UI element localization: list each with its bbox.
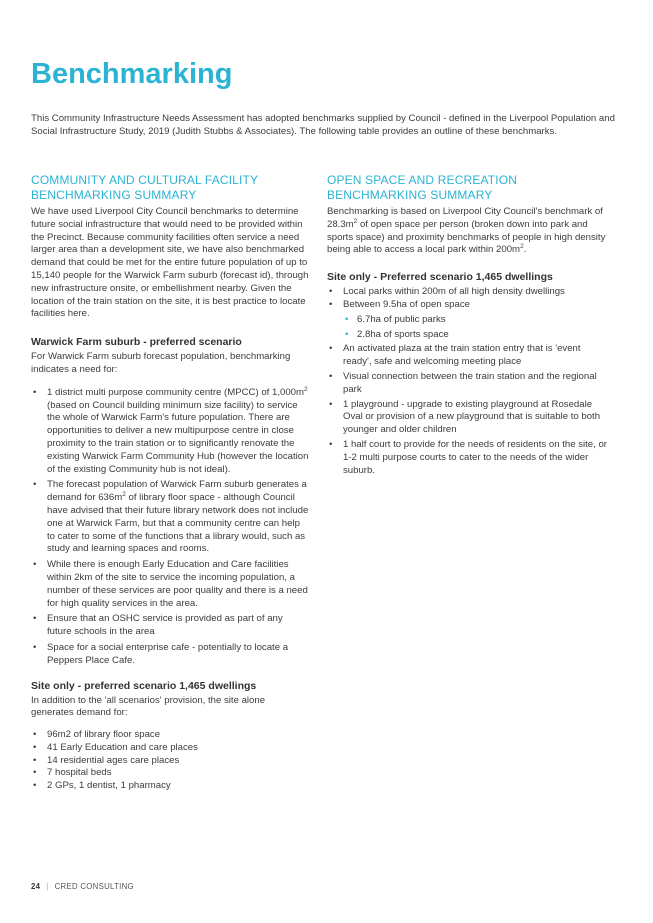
warwick-farm-heading: Warwick Farm suburb - preferred scenario <box>31 336 242 349</box>
intro-paragraph: This Community Infrastructure Needs Assessment has adopted benchmarks supplied by Council - defined in the Liverpool Population and Social Infrastructure Study, 2019 (Judith Stubbs & Associates). The following table provides an outline of these benchmarks. <box>31 113 615 138</box>
warwick-farm-needs-list <box>31 387 309 668</box>
page-footer <box>31 882 134 891</box>
sub-list-item: • 6.7ha of public parks <box>343 314 609 327</box>
page-title: Benchmarking <box>31 58 233 90</box>
right-column <box>327 173 609 477</box>
list-item: • 41 Early Education and care places <box>31 742 309 755</box>
page-number: 24 <box>31 882 41 891</box>
community-facility-intro: We have used Liverpool City Council benchmarks to determine future social infrastructure that would need to be provided within the Precinct. Because community facilities often service a need larger area than a development site, we have also benchmarked demand that could be met for the entire future population of up to 15,140 people for the Warwick Farm suburb (forecast id), through new infrastructure onsite, or embellishment nearby. Given the location of the train station on the site, it is best practice to locate facilities here. <box>31 206 309 320</box>
site-demand-list <box>31 729 309 793</box>
list-item: • 1 playground - upgrade to existing playground at Rosedale Oval or provision of a new playground that is suitable to both younger and older children <box>327 399 609 437</box>
list-item: • Space for a social enterprise cafe - potentially to locate a Peppers Place Cafe. <box>31 642 309 668</box>
community-facility-heading: COMMUNITY AND CULTURAL FACILITY BENCHMARKING SUMMARY <box>31 173 258 202</box>
list-item: • The forecast population of Warwick Farm suburb generates a demand for $636m^2$ of library floor space - although Council have advised that their future library network does not include one at Warwick Farm, but that a community centre can help to cater to some of the functions that a library would, such as study and learning spaces and rooms. <box>31 479 309 556</box>
list-item: • 96m2 of library floor space <box>31 729 309 742</box>
open-space-sublist <box>343 314 609 342</box>
open-space-intro: Benchmarking is based on Liverpool City Council's benchmark of $28.3m^2$ of open space per person (broken down into park and sports space) and proximity benchmarks of people in high density being able to access a local park within $200m^2$. <box>327 206 606 256</box>
footer-separator: | <box>46 882 49 891</box>
list-item: • Local parks within 200m of all high density dwellings <box>327 286 609 299</box>
list-item: • 14 residential ages care places <box>31 755 309 768</box>
list-item: • Visual connection between the train station and the regional park <box>327 371 609 397</box>
list-item: • Between 9.5ha of open space • 6.7ha of public parks • 2.8ha of sports space <box>327 299 609 341</box>
list-item: • 1 district multi purpose community centre (MPCC) of $1,000m^2$ (based on Council building minimum size facility) to service the whole of Warwick Farm's future population. There are opportunities to deliver a new multipurpose centre in close proximity to the train station or to significantly renovate the existing Warwick Farm Community Hub (however the location of the existing Community hub is not ideal). <box>31 387 309 477</box>
list-item: • 7 hospital beds <box>31 767 309 780</box>
list-item: • An activated plaza at the train station entry that is 'event ready', safe and welcoming meeting place <box>327 343 609 369</box>
site-preferred-heading: Site only - Preferred scenario 1,465 dwellings <box>327 271 553 284</box>
sub-list-item: • 2.8ha of sports space <box>343 329 609 342</box>
footer-org: CRED CONSULTING <box>54 882 134 891</box>
list-item: • While there is enough Early Education and Care facilities within 2km of the site to service the incoming population, a number of these services are poor quality and there is a need for high quality services in the area. <box>31 559 309 610</box>
open-space-heading: OPEN SPACE AND RECREATION BENCHMARKING SUMMARY <box>327 173 518 202</box>
open-space-list <box>327 286 609 477</box>
warwick-farm-intro: For Warwick Farm suburb forecast population, benchmarking indicates a need for: <box>31 351 291 375</box>
list-item: • Ensure that an OSHC service is provided as part of any future schools in the area <box>31 613 309 639</box>
list-item: • 1 half court to provide for the needs of residents on the site, or 1-2 multi purpose courts to cater to the needs of the wider suburb. <box>327 439 609 477</box>
list-item: • 2 GPs, 1 dentist, 1 pharmacy <box>31 780 309 793</box>
site-only-heading: Site only - preferred scenario 1,465 dwellings <box>31 679 257 692</box>
site-only-intro: In addition to the 'all scenarios' provision, the site alone generates demand for: <box>31 694 266 719</box>
left-column <box>31 173 309 793</box>
